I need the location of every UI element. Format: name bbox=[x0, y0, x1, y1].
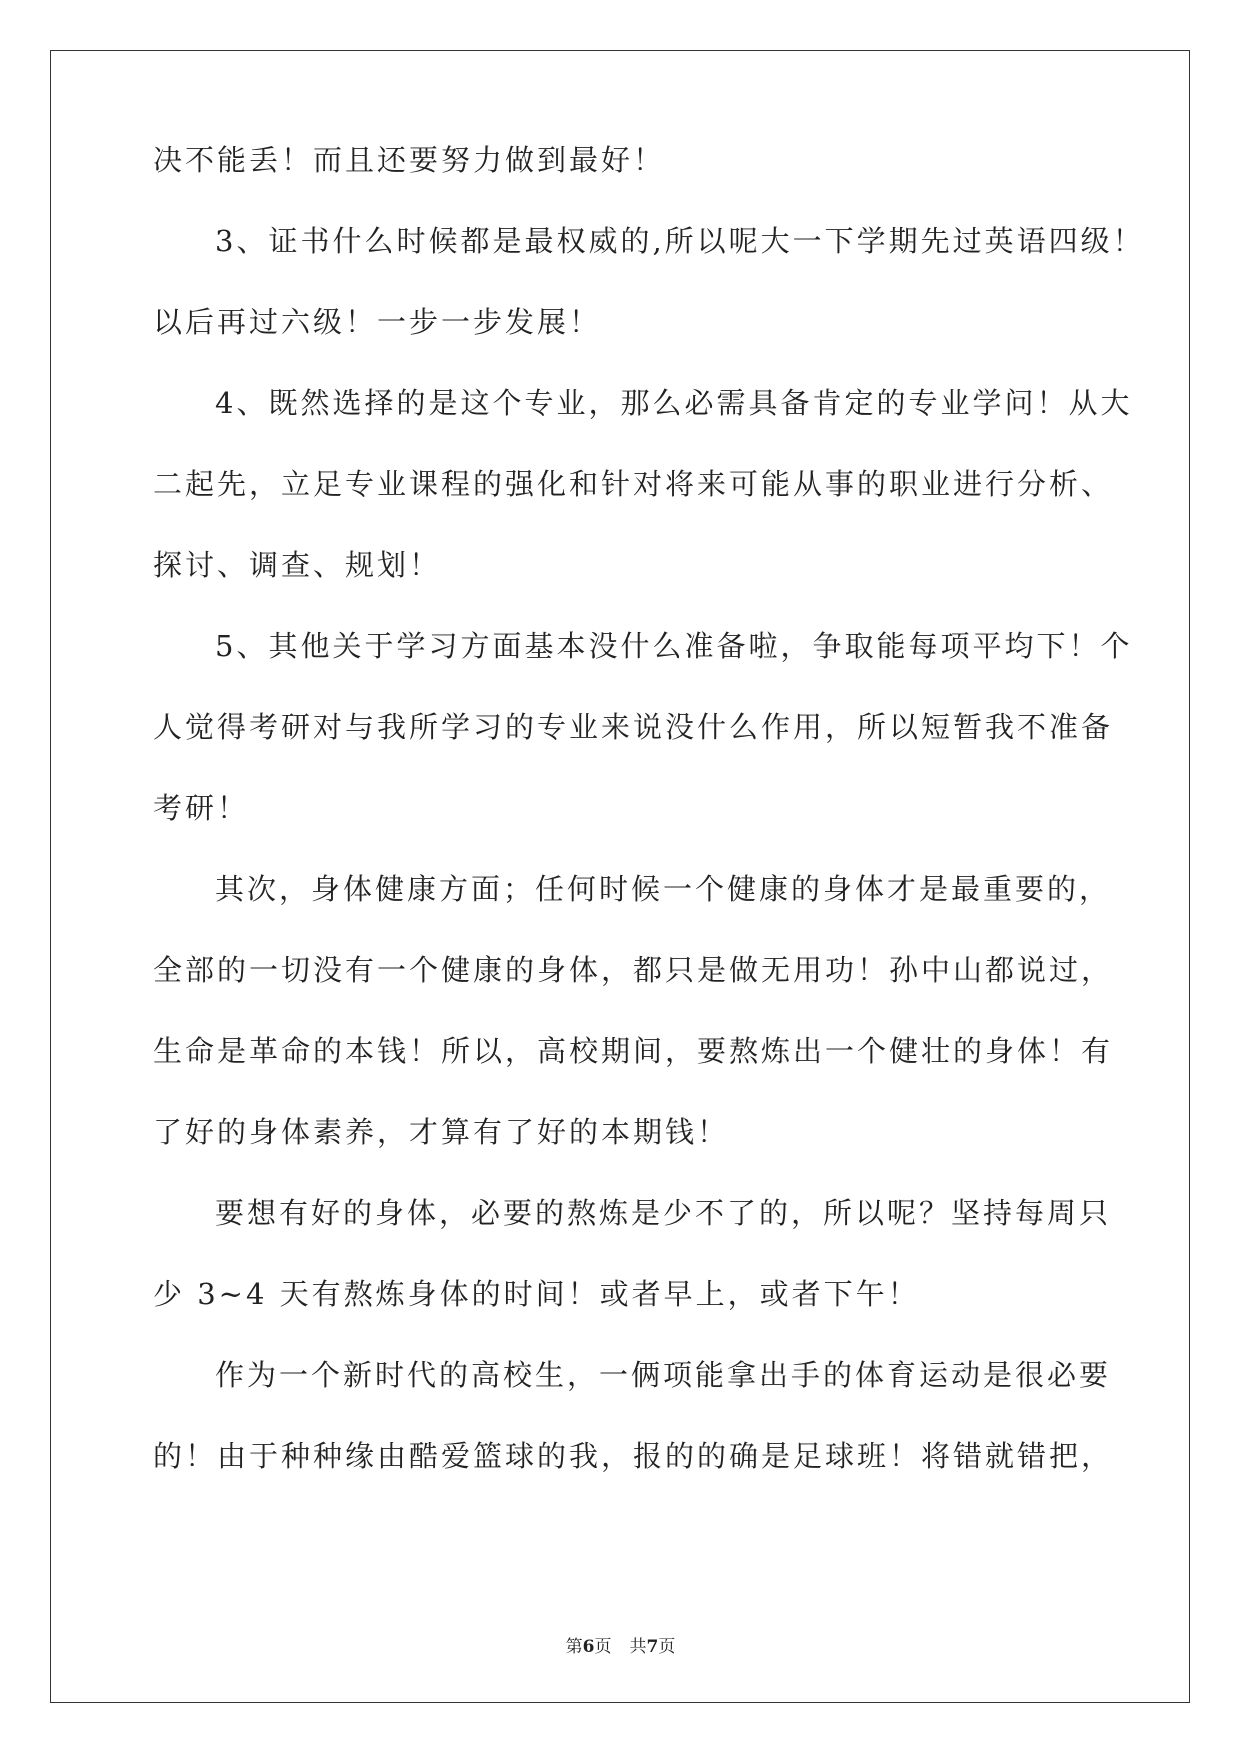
text-line: 决不能丢！而且还要努力做到最好！ bbox=[153, 143, 666, 177]
text-line: 了好的身体素养，才算有了好的本期钱！ bbox=[153, 1115, 730, 1149]
text-line: 以后再过六级！一步一步发展！ bbox=[153, 305, 602, 339]
text-line: 作为一个新时代的高校生，一俩项能拿出手的体育运动是很必要 bbox=[215, 1358, 1112, 1392]
text-line: 少 3~4 天有熬炼身体的时间！或者早上，或者下午！ bbox=[153, 1277, 920, 1311]
page-total: 7 bbox=[646, 1637, 659, 1657]
text-line: 生命是革命的本钱！所以，高校期间，要熬炼出一个健壮的身体！有 bbox=[153, 1034, 1114, 1068]
text-line: 4、既然选择的是这个专业，那么必需具备肯定的专业学问！从大 bbox=[215, 386, 1133, 420]
text-line: 其次，身体健康方面；任何时候一个健康的身体才是最重要的， bbox=[215, 872, 1112, 906]
page-current: 6 bbox=[582, 1637, 595, 1657]
text-line: 5、其他关于学习方面基本没什么准备啦，争取能每项平均下！个 bbox=[215, 629, 1133, 663]
text-line: 3、证书什么时候都是最权威的,所以呢大一下学期先过英语四级！ bbox=[215, 224, 1145, 258]
total-suffix: 页 bbox=[658, 1637, 676, 1657]
text-line: 人觉得考研对与我所学习的专业来说没什么作用，所以短暂我不准备 bbox=[153, 710, 1114, 744]
text-line: 考研！ bbox=[153, 791, 250, 825]
text-line: 的！由于种种缘由酷爱篮球的我，报的的确是足球班！将错就错把， bbox=[153, 1439, 1114, 1473]
text-line: 二起先，立足专业课程的强化和针对将来可能从事的职业进行分析、 bbox=[153, 467, 1114, 501]
page-suffix: 页 bbox=[594, 1637, 612, 1657]
text-line: 探讨、调查、规划！ bbox=[153, 548, 442, 582]
text-line: 全部的一切没有一个健康的身体，都只是做无用功！孙中山都说过， bbox=[153, 953, 1114, 987]
page-footer bbox=[0, 1632, 1241, 1657]
total-prefix: 共 bbox=[629, 1637, 647, 1657]
text-line: 要想有好的身体，必要的熬炼是少不了的，所以呢？坚持每周只 bbox=[215, 1196, 1112, 1230]
page-prefix: 第 bbox=[565, 1637, 583, 1657]
document-body bbox=[153, 143, 1145, 1497]
